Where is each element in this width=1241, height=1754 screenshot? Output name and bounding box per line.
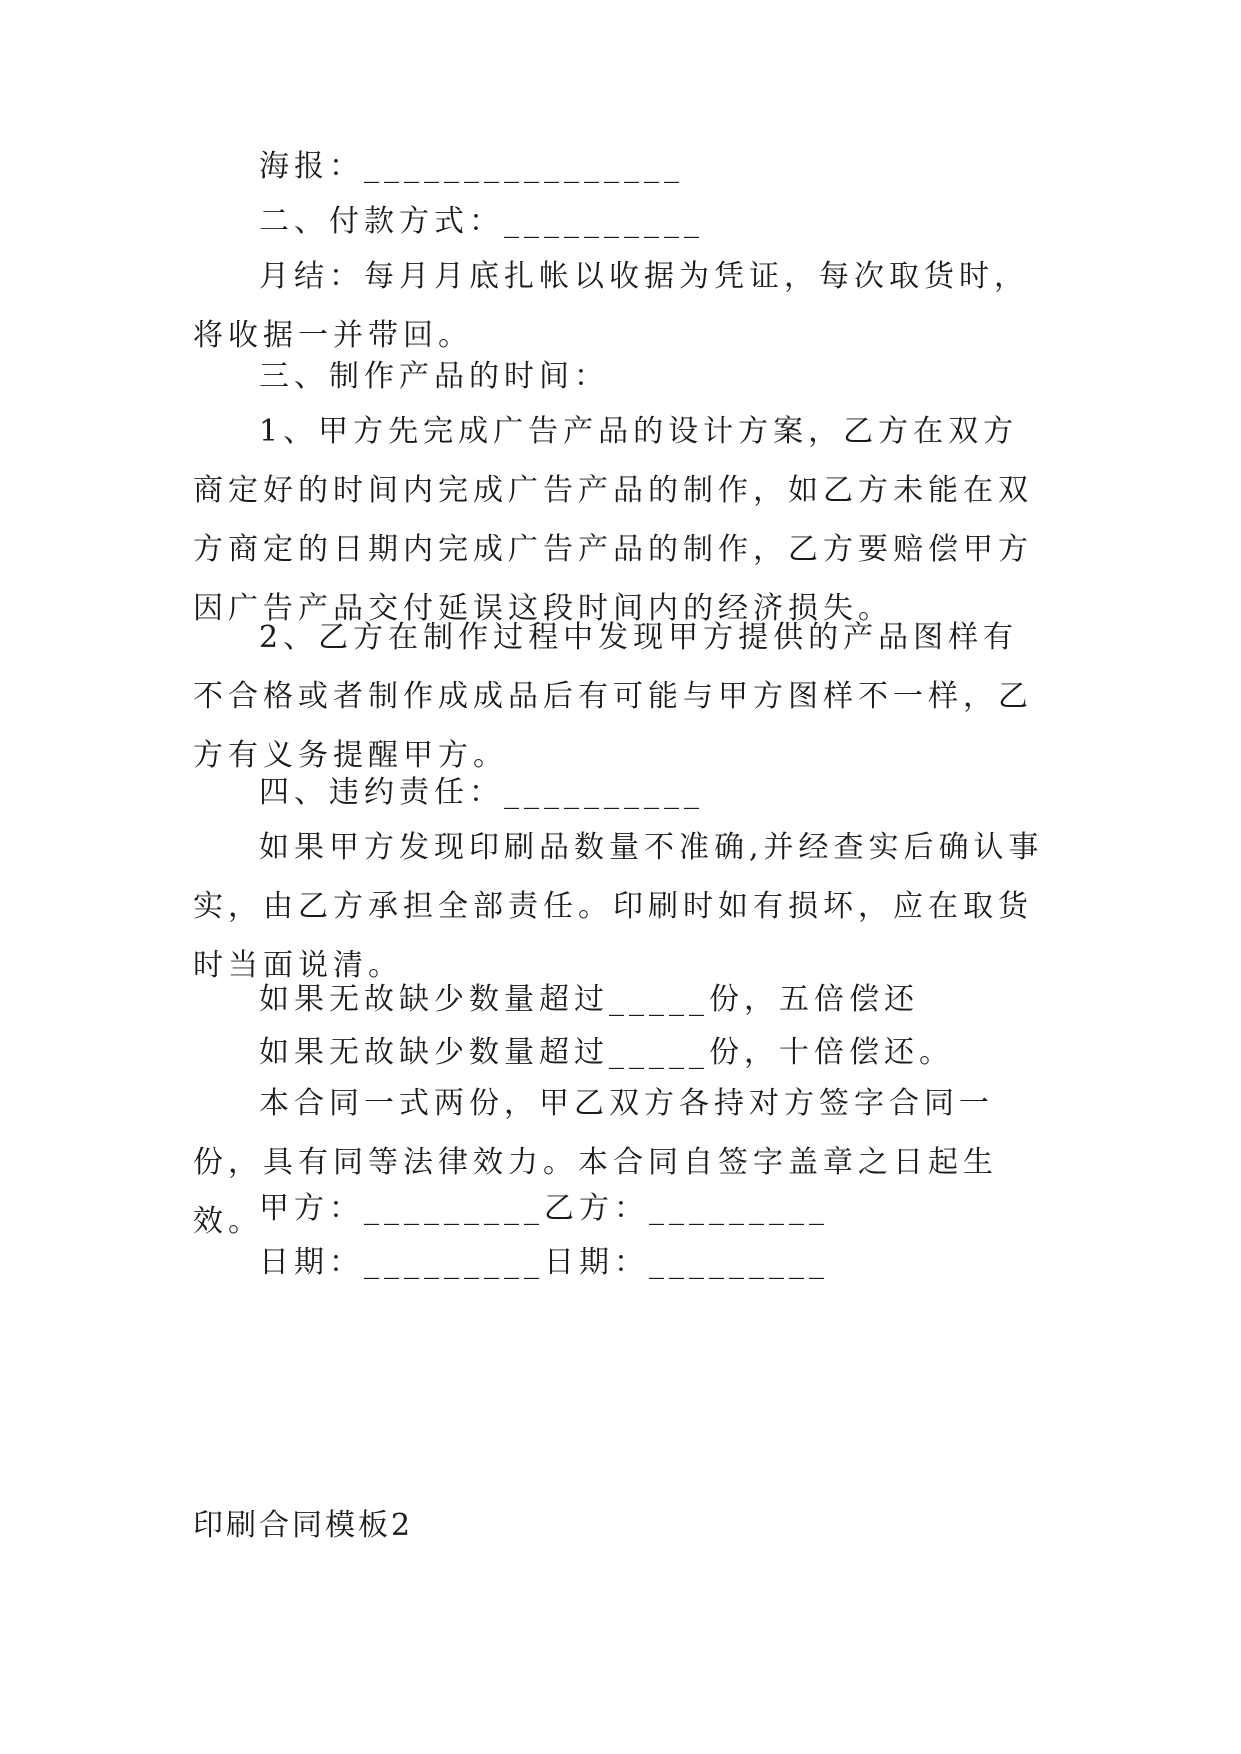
- poster-line: [259, 147, 684, 187]
- party-b-blank: _________: [649, 1191, 829, 1226]
- payment-blank: __________: [504, 204, 704, 239]
- shortage1-suffix: 份，五倍偿还: [709, 982, 919, 1017]
- shortage2-prefix: 如果无故缺少数量超过: [259, 1035, 609, 1070]
- shortage1-prefix: 如果无故缺少数量超过: [259, 982, 609, 1017]
- payment-label: 二、付款方式：: [259, 204, 504, 239]
- date-signature-line: [259, 1243, 829, 1283]
- section3-title: 三、制作产品的时间：: [259, 359, 609, 394]
- shortage2-suffix: 份，十倍偿还。: [709, 1035, 954, 1070]
- payment-line: [259, 202, 704, 242]
- monthly-paragraph: 月结：每月月底扎帐以收据为凭证，每次取货时，将收据一并带回。: [193, 259, 1029, 353]
- date-a-label: 日期：: [259, 1245, 364, 1280]
- shortage2-line: [259, 1033, 954, 1073]
- party-a-label: 甲方：: [259, 1191, 364, 1226]
- shortage2-blank: _____: [609, 1035, 709, 1070]
- item2-paragraph: 2、乙方在制作过程中发现甲方提供的产品图样有不合格或者制作成成品后有可能与甲方图样不一样，乙方有义务提醒甲方。: [193, 620, 1033, 773]
- next-template-heading: 印刷合同模板2: [193, 1508, 414, 1543]
- date-b-label: 日期：: [544, 1245, 649, 1280]
- party-signature-line: [259, 1189, 829, 1229]
- copies-paragraph: 本合同一式两份，甲乙双方各持对方签字合同一份，具有同等法律效力。本合同自签字盖章之日起生效。: [193, 1086, 998, 1239]
- date-b-blank: _________: [649, 1245, 829, 1280]
- party-b-label: 乙方：: [544, 1191, 649, 1226]
- section4-label: 四、违约责任：: [259, 775, 504, 810]
- shortage1-blank: _____: [609, 982, 709, 1017]
- party-a-blank: _________: [364, 1191, 544, 1226]
- item1-paragraph: 1、甲方先完成广告产品的设计方案，乙方在双方商定好的时间内完成广告产品的制作，如乙方未能在双方商定的日期内完成广告产品的制作，乙方要赔偿甲方因广告产品交付延误这段时间内的经济损失。: [193, 414, 1033, 626]
- date-a-blank: _________: [364, 1245, 544, 1280]
- poster-blank: ________________: [364, 149, 684, 184]
- section4-line: [259, 773, 704, 813]
- shortage1-line: [259, 980, 919, 1020]
- breach-paragraph: 如果甲方发现印刷品数量不准确,并经查实后确认事实，由乙方承担全部责任。印刷时如有损坏，应在取货时当面说清。: [193, 830, 1044, 983]
- section4-blank: __________: [504, 775, 704, 810]
- poster-label: 海报：: [259, 149, 364, 184]
